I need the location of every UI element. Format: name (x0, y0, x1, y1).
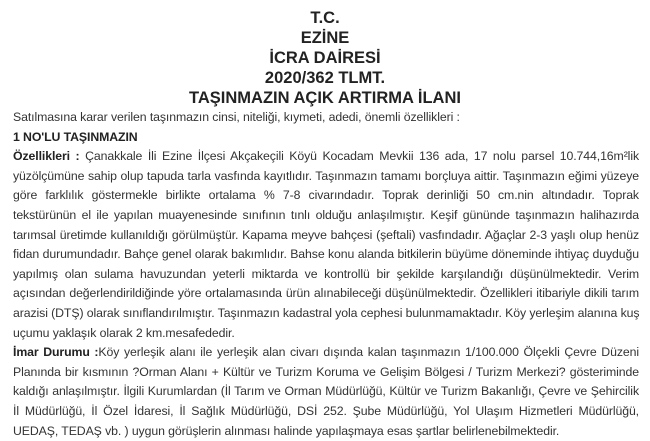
features-line-text: arazisi (DTŞ) olarak sınıflandırılmıştır. Taşınmazın kadastral yola cephesi bulunmamaktadır. Köy yerleşim alanına kuş (13, 306, 639, 320)
features-line-text: tekstürünün el ile yapılan muayenesinde sınıfının tınlı olduğu anlaşılmıştır. Keşif gününde taşınmazın halihazırda (13, 208, 639, 222)
features-line (13, 186, 639, 206)
features-line-text: uçumu yaklaşık olarak 2 km.mesafededir. (13, 326, 235, 340)
zoning-line (13, 343, 639, 363)
zoning-line (13, 422, 639, 441)
features-label: Özellikleri : (13, 149, 80, 163)
features-line (13, 245, 639, 265)
item-title-text: 1 NO'LU TAŞINMAZIN (13, 130, 138, 144)
document-body (13, 108, 639, 441)
features-line (13, 304, 639, 324)
zoning-line-text: Planında bir kısmının ?Orman Alanı + Kültür ve Turizm Koruma ve Gelişim Bölgesi / Turizm Merkezi? gösteriminde (13, 365, 639, 379)
zoning-label: İmar Durumu : (13, 345, 98, 359)
features-line-text: tarımsal üretimde kullanıldığı görülmüştür. Kapama meyve bahçesi (şeftali) vasfındadır. Ağaçlar 2-3 yaşlı olup henüz (13, 228, 639, 242)
features-line (13, 226, 639, 246)
zoning-line (13, 382, 639, 402)
header-line: İCRA DAİRESİ (0, 48, 650, 68)
features-line (13, 147, 639, 167)
intro-text: Satılmasına karar verilen taşınmazın cinsi, niteliği, kıymeti, adedi, önemli özellikleri : (13, 108, 639, 128)
features-line-text: Çanakkale İli Ezine İlçesi Akçakeçili Köyü Kocadam Mevkii 136 ada, 17 nolu parsel 10.744,16m²lik (80, 149, 639, 163)
zoning-line-text: Köy yerleşik alanı ile yerleşik alan civarı dışında kalan taşınmazın 1/100.000 Ölçekli Çevre Düzeni (98, 345, 639, 359)
item-title (13, 128, 639, 148)
features-line-text: yapılmış olan sulama havuzundan yeterli miktarda ve kontrollü bir şekilde karşılandığı düşünülmektedir. Verim (13, 267, 639, 281)
zoning-line-text: İl Müdürlüğü, İl Özel İdaresi, İl Sağlık Müdürlüğü, DSİ 252. Şube Müdürlüğü, Yol Ulaşım Hizmetleri Müdürlüğü, (13, 404, 639, 418)
features-line-text: göre farklılık göstermekle birlikte ortalama % 7-8 civarındadır. Toprak derinliği 50 cm.nin altındadır. Toprak (13, 188, 639, 202)
zoning-line-text: UEDAŞ, TEDAŞ vb. ) uygun görüşlerin alınması halinde yapılaşmaya esas şartlar belirlenebilmektedir. (13, 424, 559, 438)
features-line-text: açısından değerlendirildiğinde yöre ortalamasında ürün alınabileceği düşünülmektedir. Özellikleri itibariyle dikili tarım (13, 286, 639, 300)
features-line (13, 206, 639, 226)
zoning-line (13, 402, 639, 422)
features-paragraph (13, 147, 639, 343)
features-line (13, 167, 639, 187)
features-line (13, 284, 639, 304)
document-header (0, 0, 650, 108)
features-line-text: fidan durumundadır. Bahçe genel olarak bakımlıdır. Bahse konu alanda bitkilerin büyüme döneminde ihtiyaç duyduğu (13, 247, 639, 261)
page-title: TAŞINMAZIN AÇIK ARTIRMA İLANI (0, 88, 650, 108)
features-line (13, 324, 639, 344)
features-line-text: yüzölçümüne sahip olup tapuda tarla vasfında kayıtlıdır. Taşınmazın tamamı borçluya aittir. Taşınmazın eğimi yüzeye (13, 169, 639, 183)
header-line: T.C. (0, 8, 650, 28)
zoning-line-text: kaldığı anlaşılmıştır. İlgili Kurumlardan (İl Tarım ve Orman Müdürlüğü, Kültür ve Turizm Bakanlığı, Çevre ve Şehircilik (13, 384, 639, 398)
features-line (13, 265, 639, 285)
zoning-line (13, 363, 639, 383)
header-line: EZİNE (0, 28, 650, 48)
header-line: 2020/362 TLMT. (0, 68, 650, 88)
zoning-paragraph (13, 343, 639, 441)
